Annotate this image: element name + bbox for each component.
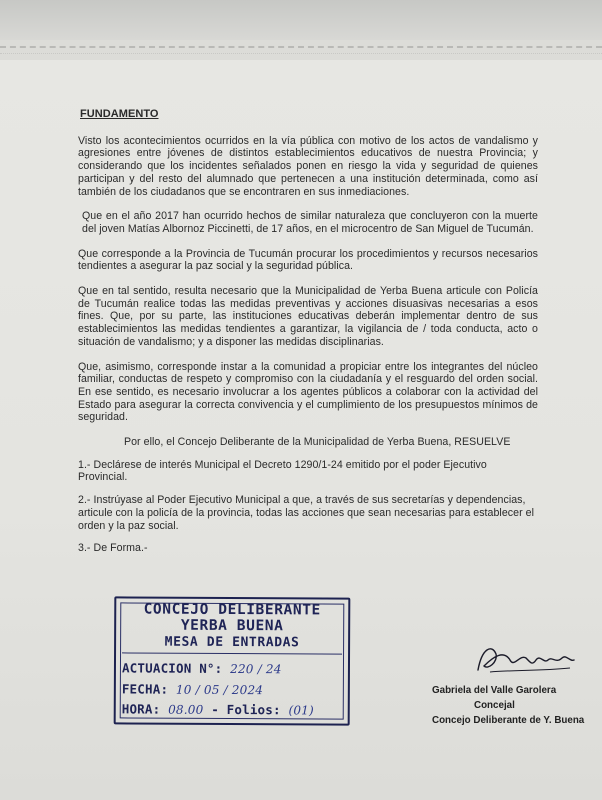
document-body bbox=[78, 108, 538, 565]
paragraph-provincia: Que corresponde a la Provincia de Tucumán procurar los procedimientos y recursos necesarios tendientes a asegurar la paz social y la seguridad pública. bbox=[78, 247, 538, 273]
hora-value: 08.00 bbox=[168, 702, 204, 717]
stamp-title: CONCEJO DELIBERANTE bbox=[143, 601, 321, 619]
actuacion-label: ACTUACION N°: bbox=[121, 660, 223, 676]
reception-stamp bbox=[114, 596, 351, 725]
article-1: 1.- Declárese de interés Municipal el Decreto 1290/1-24 emitido por el poder Ejecutivo Provincial. bbox=[78, 458, 487, 484]
actuacion-value: 220 / 24 bbox=[230, 661, 282, 677]
stamp-fecha bbox=[122, 681, 263, 697]
article-3: 3.- De Forma.- bbox=[78, 542, 148, 555]
signatory-organization: Concejo Deliberante de Y. Buena bbox=[432, 715, 585, 726]
paragraph-antecedente: Que en el año 2017 han ocurrido hechos de similar naturaleza que concluyeron con la muerte del joven Matías Albornoz Piccinetti, de 17 años, en el microcentro de San Miguel de Tucumán. bbox=[82, 210, 538, 235]
signature-block bbox=[432, 683, 592, 728]
stamp-office: MESA DE ENTRADAS bbox=[164, 634, 300, 651]
article-2: 2.- Instrúyase al Poder Ejecutivo Municipal a que, a través de sus secretarías y dependencias, articule con la policía de la provincia, todas las acciones que sean necesarias para establecer el orden y la paz social. bbox=[78, 494, 534, 532]
handwritten-signature bbox=[470, 640, 580, 680]
folios-label: - Folios: bbox=[211, 701, 281, 718]
hora-label: HORA: bbox=[121, 701, 161, 717]
stamp-city: YERBA BUENA bbox=[180, 617, 284, 635]
paragraph-comunidad: Que, asimismo, corresponde instar a la comunidad a propiciar entre los integrantes del núcleo familiar, conductas de respeto y compromiso con la ciudadanía y el resguardo del orden social. En ese sentido, es necesario involucrar a los agentes públicos a colaborar con la actividad del Estado para asegurar la correcta convivencia y el cumplimiento de los presupuestos mínimos de seguridad. bbox=[78, 360, 538, 424]
folios-value: (01) bbox=[288, 703, 314, 718]
photo-background bbox=[0, 0, 602, 40]
perforation-line-secondary bbox=[0, 53, 602, 54]
perforation-line bbox=[0, 46, 602, 48]
signatory-name: Gabriela del Valle Garolera bbox=[432, 685, 557, 696]
signatory-role: Concejal bbox=[474, 700, 515, 711]
paragraph-municipalidad: Que en tal sentido, resulta necesario que la Municipalidad de Yerba Buena articule con Policía de Tucumán realice todas las medidas preventivas y acciones disuasivas necesarias a esos fines. Que, por su parte, las instituciones educativas deberán implementar dentro de sus establecimientos las medidas tendientes a garantizar, la vigilancia de / toda conducta, acto o situación de vandalismo; y a disponer las medidas disciplinarias. bbox=[78, 285, 538, 348]
fecha-label: FECHA: bbox=[121, 681, 169, 697]
paragraph-visto: Visto los acontecimientos ocurridos en la vía pública con motivo de los actos de vandalismo y agresiones entre jóvenes de distintos establecimientos educativos de nuestra Provincia; y considerando que los incidentes señalados ponen en riesgo la vida y seguridad de quienes participan y del resto del alumnado que pertenecen a una institución determinada, como así también de los ciudadanos que se encontraren en sus inmediaciones. bbox=[78, 134, 538, 198]
stamp-actuacion bbox=[122, 660, 282, 676]
resolve-statement: Por ello, el Concejo Deliberante de la Municipalidad de Yerba Buena, RESUELVE bbox=[124, 436, 511, 449]
section-heading: FUNDAMENTO bbox=[80, 108, 159, 120]
stamp-hora bbox=[122, 701, 314, 717]
fecha-value: 10 / 05 / 2024 bbox=[175, 682, 264, 698]
